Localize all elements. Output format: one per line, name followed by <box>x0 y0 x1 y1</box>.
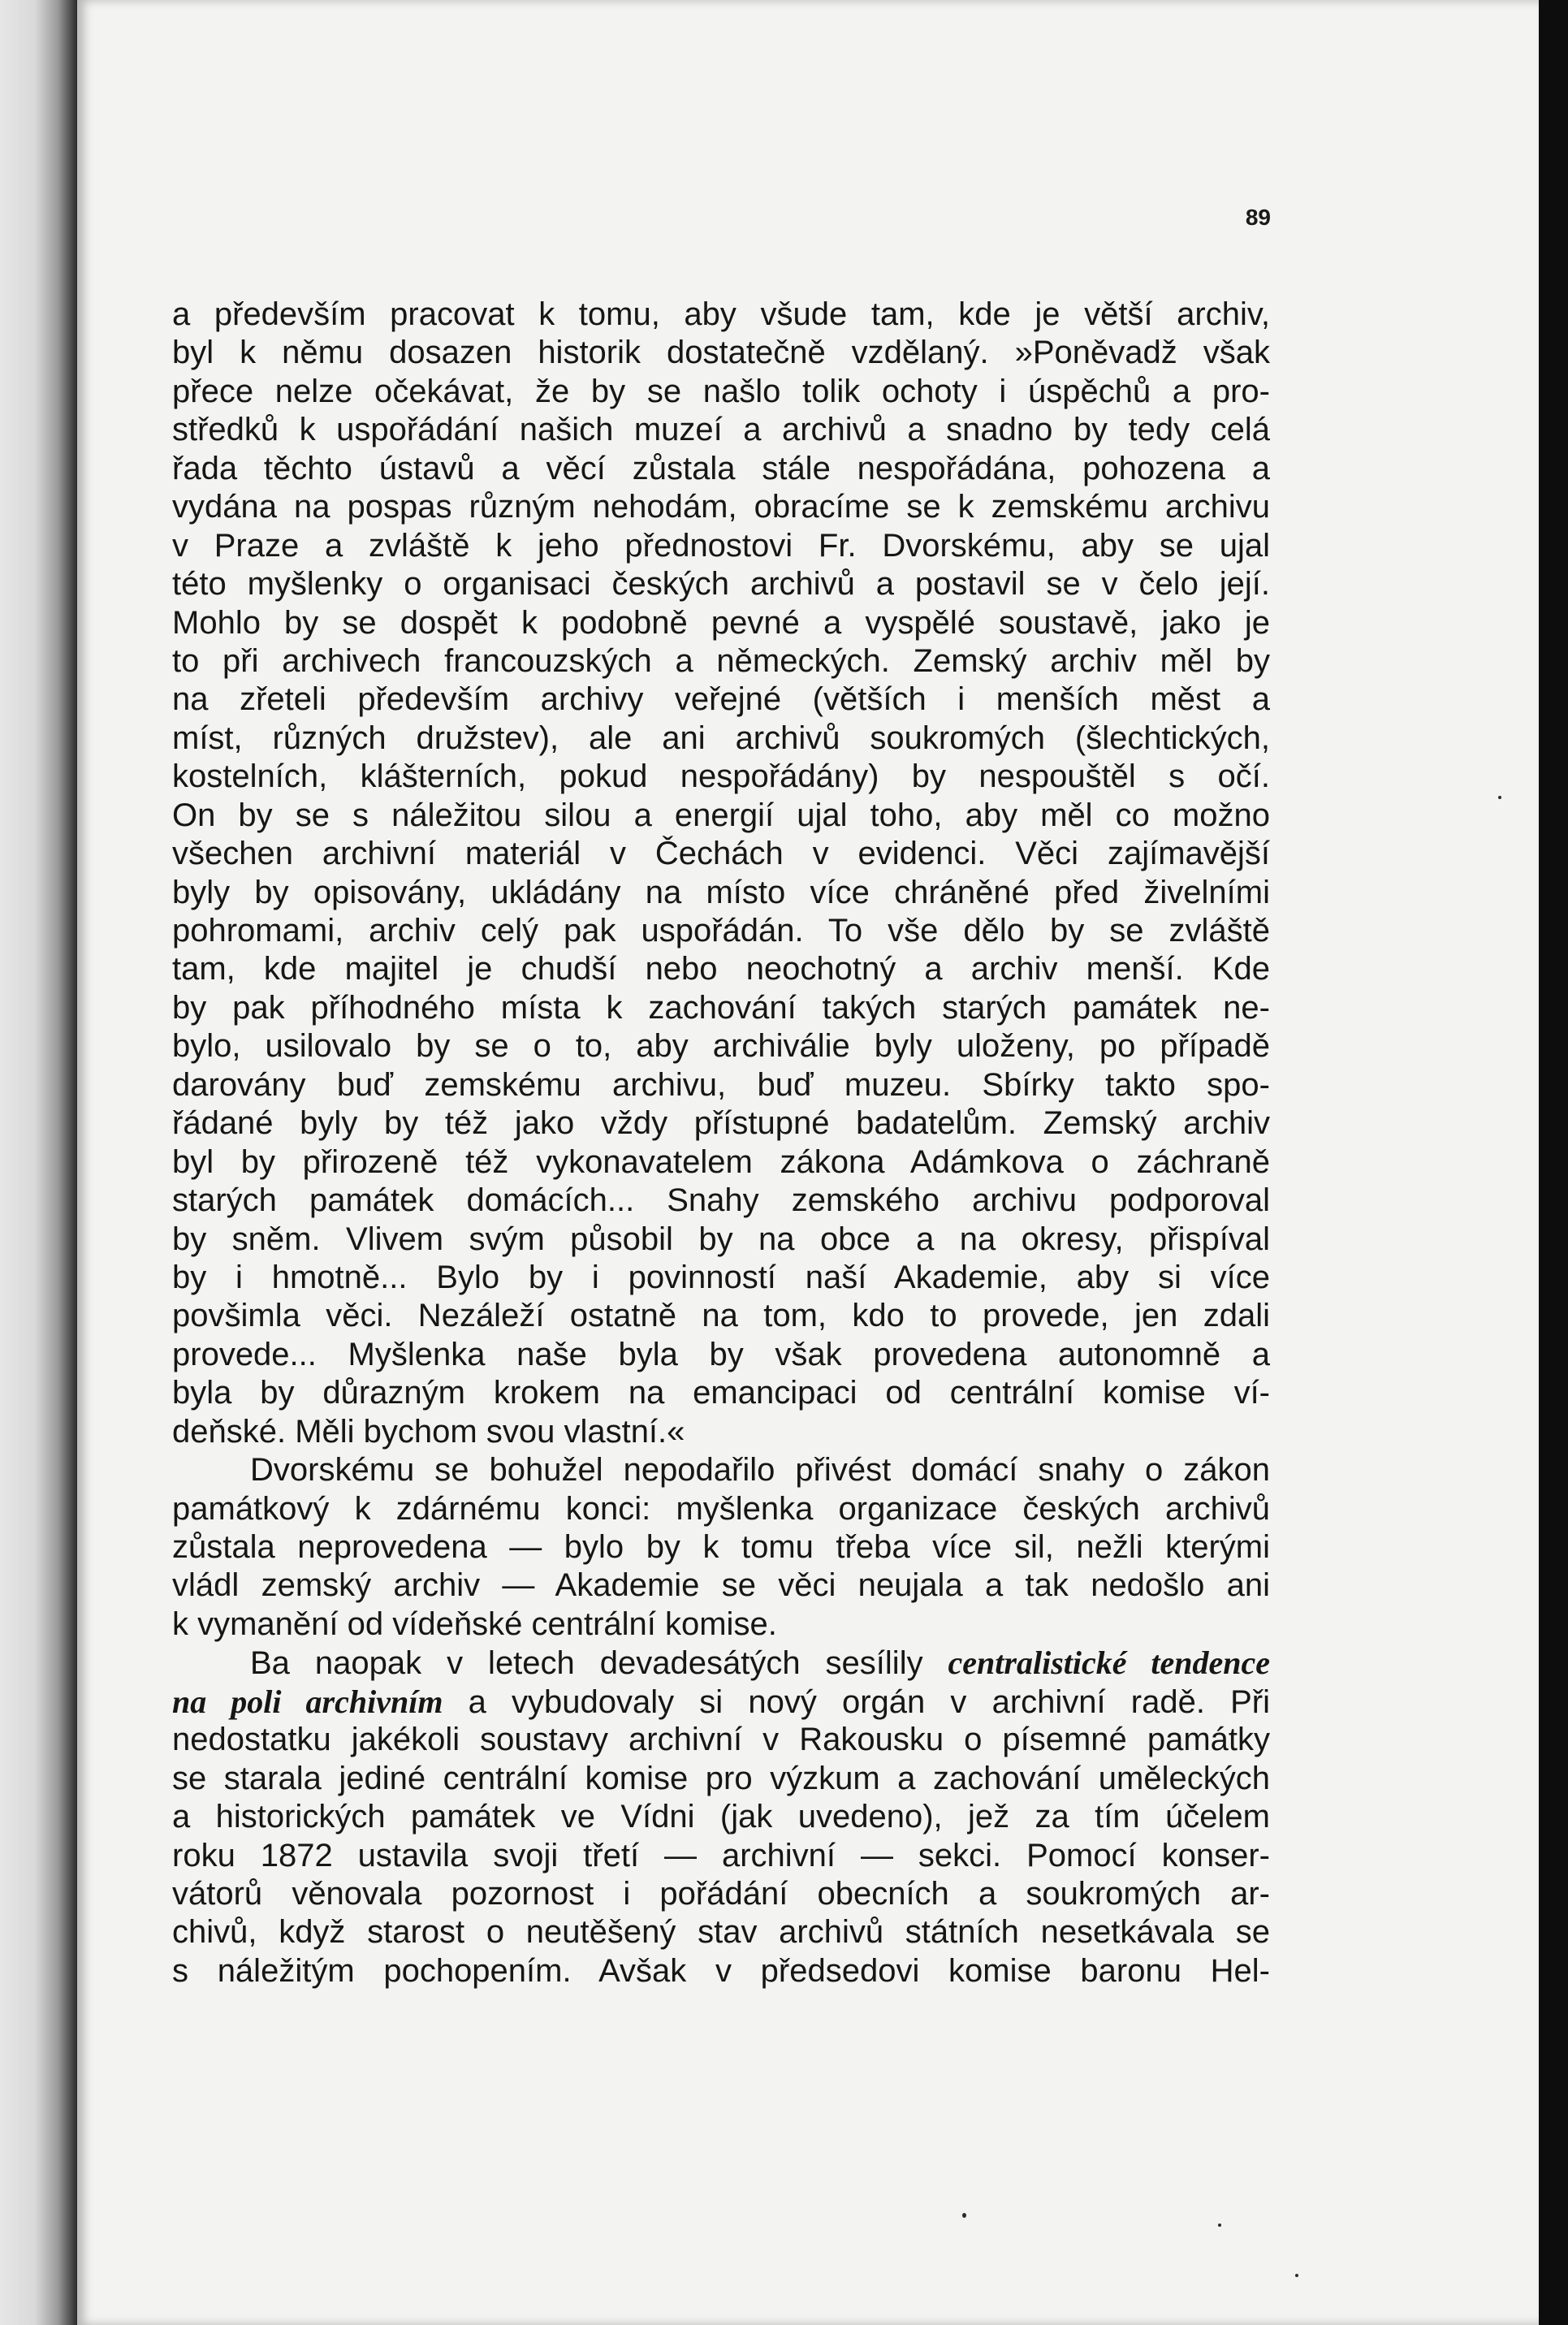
emphasized-term: centralistické tendence <box>948 1644 1270 1682</box>
text-line: památkový k zdárnému konci: myšlenka organizace českých archivů <box>172 1490 1270 1527</box>
text-line: tam, kde majitel je chudší nebo neochotný a archiv menší. Kde <box>172 951 1270 987</box>
page-number: 89 <box>1245 205 1271 230</box>
text-line: středků k uspořádání našich muzeí a archivů a snadno by tedy celá <box>172 412 1270 448</box>
text-line: byla by důrazným krokem na emancipaci od centrální komise ví- <box>172 1375 1270 1411</box>
text-line: chivů, když starost o neutěšený stav archivů státních nesetkávala se <box>172 1914 1270 1951</box>
text-line: všechen archivní materiál v Čechách v evidenci. Věci zajímavější <box>172 836 1270 872</box>
text-line: na zřeteli především archivy veřejné (větších i menších měst a <box>172 681 1270 718</box>
text-line: by pak příhodného místa k zachování takých starých památek ne- <box>172 989 1270 1026</box>
text-line: řádané byly by též jako vždy přístupné badatelům. Zemský archiv <box>172 1105 1270 1142</box>
paragraph-2 <box>172 1451 1270 1644</box>
text-line: přece nelze očekávat, že by se našlo tolik ochoty i úspěchů a pro- <box>172 373 1270 409</box>
paragraph-3 <box>172 1644 1270 1990</box>
text-line: s náležitým pochopením. Avšak v předsedovi komise baronu Hel- <box>172 1952 1270 1989</box>
line-text: a vybudovaly si nový orgán v archivní radě. Při <box>443 1683 1270 1720</box>
text-line: této myšlenky o organisaci českých archivů a postavil se v čelo její. <box>172 566 1270 603</box>
text-line: byly by opisovány, ukládány na místo více chráněné před živelními <box>172 874 1270 910</box>
text-line: pohromami, archiv celý pak uspořádán. To vše dělo by se zvláště <box>172 913 1270 949</box>
text-line: provede... Myšlenka naše byla by však provedena autonomně a <box>172 1336 1270 1372</box>
text-line: Mohlo by se dospět k podobně pevné a vyspělé soustavě, jako je <box>172 604 1270 641</box>
text-line: míst, různých družstev), ale ani archivů soukromých (šlechtických, <box>172 720 1270 756</box>
text-line: a především pracovat k tomu, aby všude tam, kde je větší archiv, <box>172 296 1270 332</box>
scan-speck <box>1498 796 1501 799</box>
text-line <box>172 1644 1270 1682</box>
text-line: to při archivech francouzských a německých. Zemský archiv měl by <box>172 642 1270 679</box>
text-line: byl k němu dosazen historik dostatečně vzdělaný. »Poněvadž však <box>172 335 1270 371</box>
text-line: řada těchto ústavů a věcí zůstala stále nespořádána, pohozena a <box>172 450 1270 486</box>
text-line: by i hmotně... Bylo by i povinností naší Akademie, aby si více <box>172 1259 1270 1295</box>
scan-speck <box>1295 2274 1298 2277</box>
text-line: On by se s náležitou silou a energií ujal toho, aby měl co možno <box>172 797 1270 833</box>
text-line: Dvorskému se bohužel nepodařilo přivést domácí snahy o zákon <box>250 1452 1270 1489</box>
text-line: nedostatku jakékoli soustavy archivní v Rakousku o písemné památky <box>172 1722 1270 1758</box>
facing-page-edge <box>0 0 77 2325</box>
text-line: by sněm. Vlivem svým působil by na obce a na okresy, přispíval <box>172 1221 1270 1257</box>
text-line: kostelních, klášterních, pokud nespořádány) by nespouštěl s očí. <box>172 758 1270 795</box>
text-line: k vymanění od vídeňské centrální komise. <box>172 1605 777 1642</box>
text-line: deňské. Měli bychom svou vlastní.« <box>172 1413 685 1450</box>
scan-border <box>1539 0 1568 2325</box>
scan-speck <box>1218 2223 1221 2227</box>
text-line: vydána na pospas různým nehodám, obracíme se k zemskému archivu <box>172 489 1270 525</box>
scan-speck <box>962 2213 966 2218</box>
text-line: darovány buď zemskému archivu, buď muzeu. Sbírky takto spo- <box>172 1066 1270 1103</box>
text-line: starých památek domácích... Snahy zemského archivu podporoval <box>172 1182 1270 1219</box>
text-line: bylo, usilovalo by se o to, aby archiválie byly uloženy, po případě <box>172 1028 1270 1065</box>
text-line: roku 1872 ustavila svoji třetí — archivní — sekci. Pomocí konser- <box>172 1837 1270 1873</box>
text-line: se starala jediné centrální komise pro výzkum a zachování uměleckých <box>172 1760 1270 1796</box>
line-text: Ba naopak v letech devadesátých sesílily <box>250 1645 948 1682</box>
text-line: v Praze a zvláště k jeho přednostovi Fr. Dvorskému, aby se ujal <box>172 527 1270 564</box>
text-line: vládl zemský archiv — Akademie se věci neujala a tak nedošlo ani <box>172 1567 1270 1604</box>
emphasized-term: na poli archivním <box>172 1683 443 1720</box>
text-line: byl by přirozeně též vykonavatelem zákona Adámkova o záchraně <box>172 1143 1270 1180</box>
text-line: zůstala neprovedena — bylo by k tomu třeba více sil, nežli kterými <box>172 1529 1270 1565</box>
text-line <box>172 1683 1270 1721</box>
body-text <box>172 296 1270 1990</box>
paragraph-1 <box>172 296 1270 1451</box>
text-line: vátorů věnovala pozornost i pořádání obecních a soukromých ar- <box>172 1875 1270 1912</box>
text-line: povšimla věci. Nezáleží ostatně na tom, kdo to provede, jen zdali <box>172 1298 1270 1334</box>
text-line: a historických památek ve Vídni (jak uvedeno), jež za tím účelem <box>172 1799 1270 1835</box>
